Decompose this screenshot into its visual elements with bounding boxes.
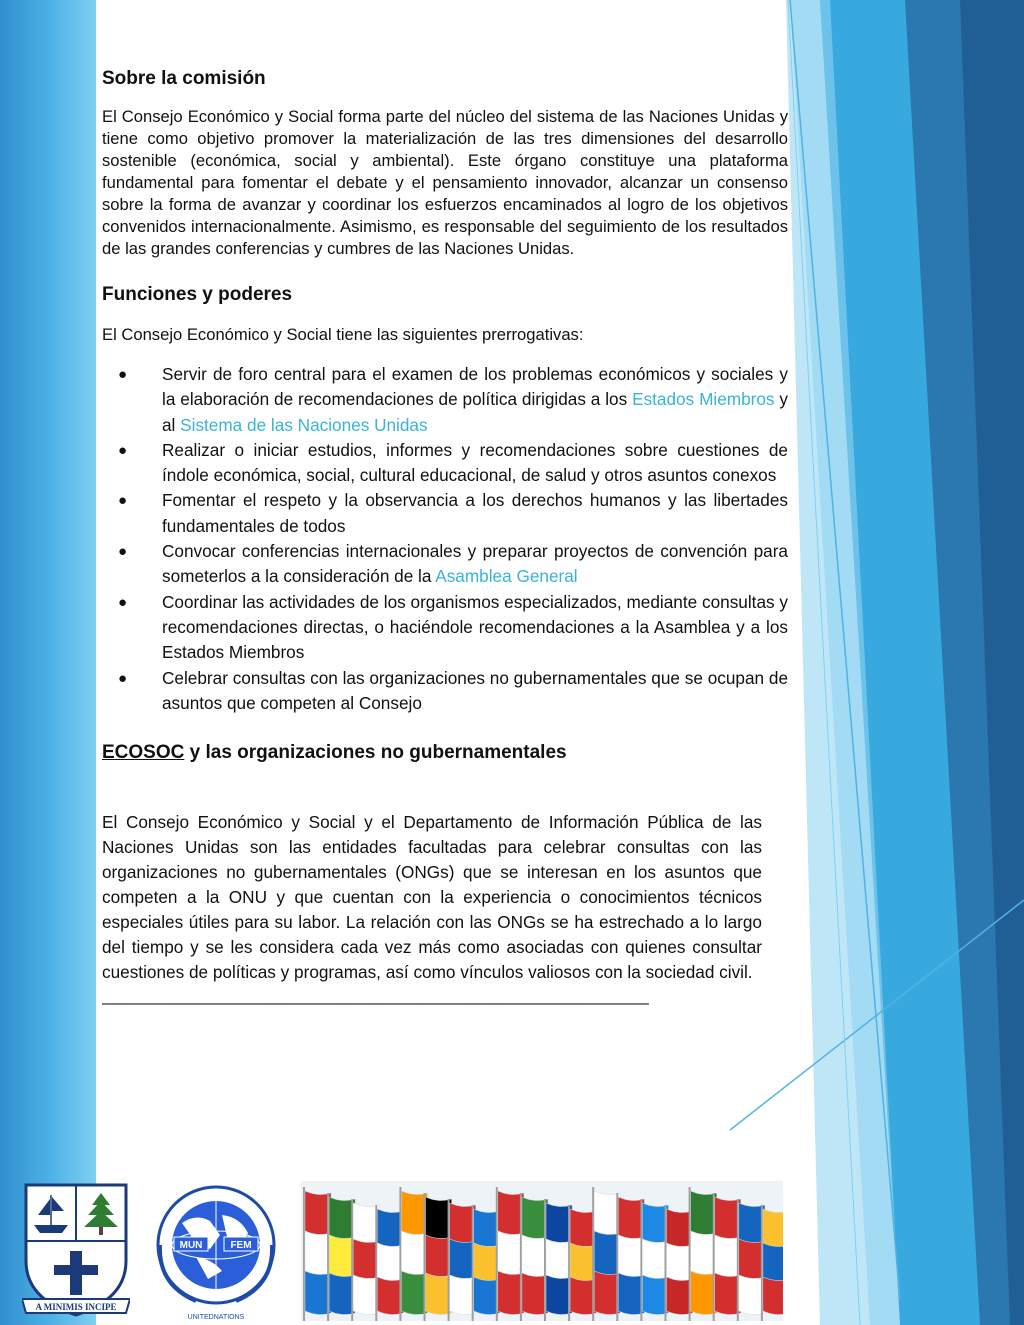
school-motto: A MINIMIS INCIPE bbox=[35, 1302, 117, 1312]
flag bbox=[303, 1187, 331, 1321]
list-item: ● Fomentar el respeto y la observancia a los derechos humanos y las libertades fundamentales de todos bbox=[118, 490, 788, 536]
school-crest-logo bbox=[22, 1181, 130, 1321]
flag bbox=[520, 1193, 548, 1321]
flag bbox=[375, 1205, 403, 1321]
mun-label: MUN bbox=[179, 1240, 203, 1251]
section-title-ngo: ECOSOC y las organizaciones no gubernamentales bbox=[102, 742, 567, 764]
flag bbox=[616, 1193, 644, 1321]
flag bbox=[424, 1193, 452, 1321]
list-item: ● Servir de foro central para el examen de los problemas económicos y sociales y la elaboración de recomendaciones de política dirigidas a los Estados Miembros y al Sistema de las Naciones Unidas bbox=[118, 364, 789, 435]
flag bbox=[665, 1205, 693, 1321]
ngo-paragraph: El Consejo Económico y Social y el Departamento de Información Pública de las Naciones Unidas son las entidades facultadas para celebrar consultas con las organizaciones no gubernamentales (ONGs) que se interesan en los asuntos que competen a la ONU y que cuentan con la experiencia o conocimientos técnicos especiales útiles para su labor. La relación con las ONGs se ha estrechado a lo largo del tiempo y se les considera cada vez más como asociadas con quienes consultar cuestiones de políticas y programas, así como vínculos valiosos con la sociedad civil. bbox=[102, 812, 762, 983]
world-flags-image bbox=[301, 1181, 783, 1321]
functions-lead: El Consejo Económico y Social tiene las siguientes prerrogativas: bbox=[102, 325, 584, 344]
flag bbox=[472, 1205, 500, 1321]
flag bbox=[592, 1187, 620, 1321]
flag bbox=[761, 1205, 783, 1321]
section-title-about: Sobre la comisión bbox=[102, 68, 266, 89]
link-asamblea-general[interactable]: Asamblea General bbox=[435, 566, 578, 587]
flag bbox=[568, 1205, 596, 1321]
flag bbox=[640, 1199, 668, 1321]
link-ecosoc[interactable]: ECOSOC bbox=[102, 742, 185, 764]
flag bbox=[351, 1199, 379, 1321]
bullet-icon: ● bbox=[118, 441, 128, 459]
flag bbox=[689, 1187, 717, 1321]
bullet-icon: ● bbox=[118, 366, 128, 383]
flag bbox=[399, 1187, 427, 1321]
mun-fem-logo bbox=[136, 1175, 296, 1325]
bullet-icon: ● bbox=[118, 543, 128, 561]
bullet-icon: ● bbox=[118, 593, 128, 611]
link-estados-miembros[interactable]: Estados Miembros bbox=[632, 389, 775, 410]
list-item: ● Celebrar consultas con las organizaciones no gubernamentales que se ocupan de asuntos que competen al Consejo bbox=[118, 667, 788, 713]
divider-line: _____________________________________________________________ bbox=[102, 986, 649, 1006]
flag bbox=[448, 1199, 476, 1321]
fem-label: FEM bbox=[230, 1240, 252, 1251]
flag bbox=[496, 1187, 524, 1321]
flag bbox=[544, 1199, 572, 1321]
flag bbox=[713, 1193, 741, 1321]
mun-ring-text: UNITEDNATIONS bbox=[187, 1314, 245, 1321]
list-item: ● Convocar conferencias internacionales y preparar proyectos de convención para someterlos a la consideración de la Asamblea General bbox=[118, 541, 788, 587]
list-item: ● Realizar o iniciar estudios, informes y recomendaciones sobre cuestiones de índole económica, social, cultural educacional, de salud y otros asuntos conexos bbox=[118, 439, 788, 486]
link-sistema-naciones-unidas[interactable]: Sistema de las Naciones Unidas bbox=[180, 414, 428, 435]
bullet-icon: ● bbox=[118, 492, 128, 510]
bullet-icon: ● bbox=[118, 669, 128, 687]
flag bbox=[737, 1199, 765, 1321]
functions-list bbox=[102, 362, 788, 716]
list-item: ● Coordinar las actividades de los organismos especializados, mediante consultas y recomendaciones directas, o haciéndole recomendaciones a la Asamblea y a los Estados Miembros bbox=[118, 591, 788, 663]
footer-logos bbox=[0, 1175, 1024, 1325]
section-title-functions: Funciones y poderes bbox=[102, 284, 293, 305]
about-paragraph: El Consejo Económico y Social forma parte del núcleo del sistema de las Naciones Unidas y tiene como objetivo promover la materialización de las tres dimensiones del desarrollo sostenible (económica, social y ambiental). Este órgano constituye una plataforma fundamental para fomentar el debate y el pensamiento innovador, alcanzar un consenso sobre la forma de avanzar y coordinar los esfuerzos encaminados al logro de los objetivos convenidos internacionalmente. Asimismo, es responsable del seguimiento de los resultados de las grandes conferencias y cumbres de las Naciones Unidas. bbox=[102, 107, 788, 258]
flag bbox=[327, 1193, 355, 1321]
document-body bbox=[102, 66, 788, 1007]
